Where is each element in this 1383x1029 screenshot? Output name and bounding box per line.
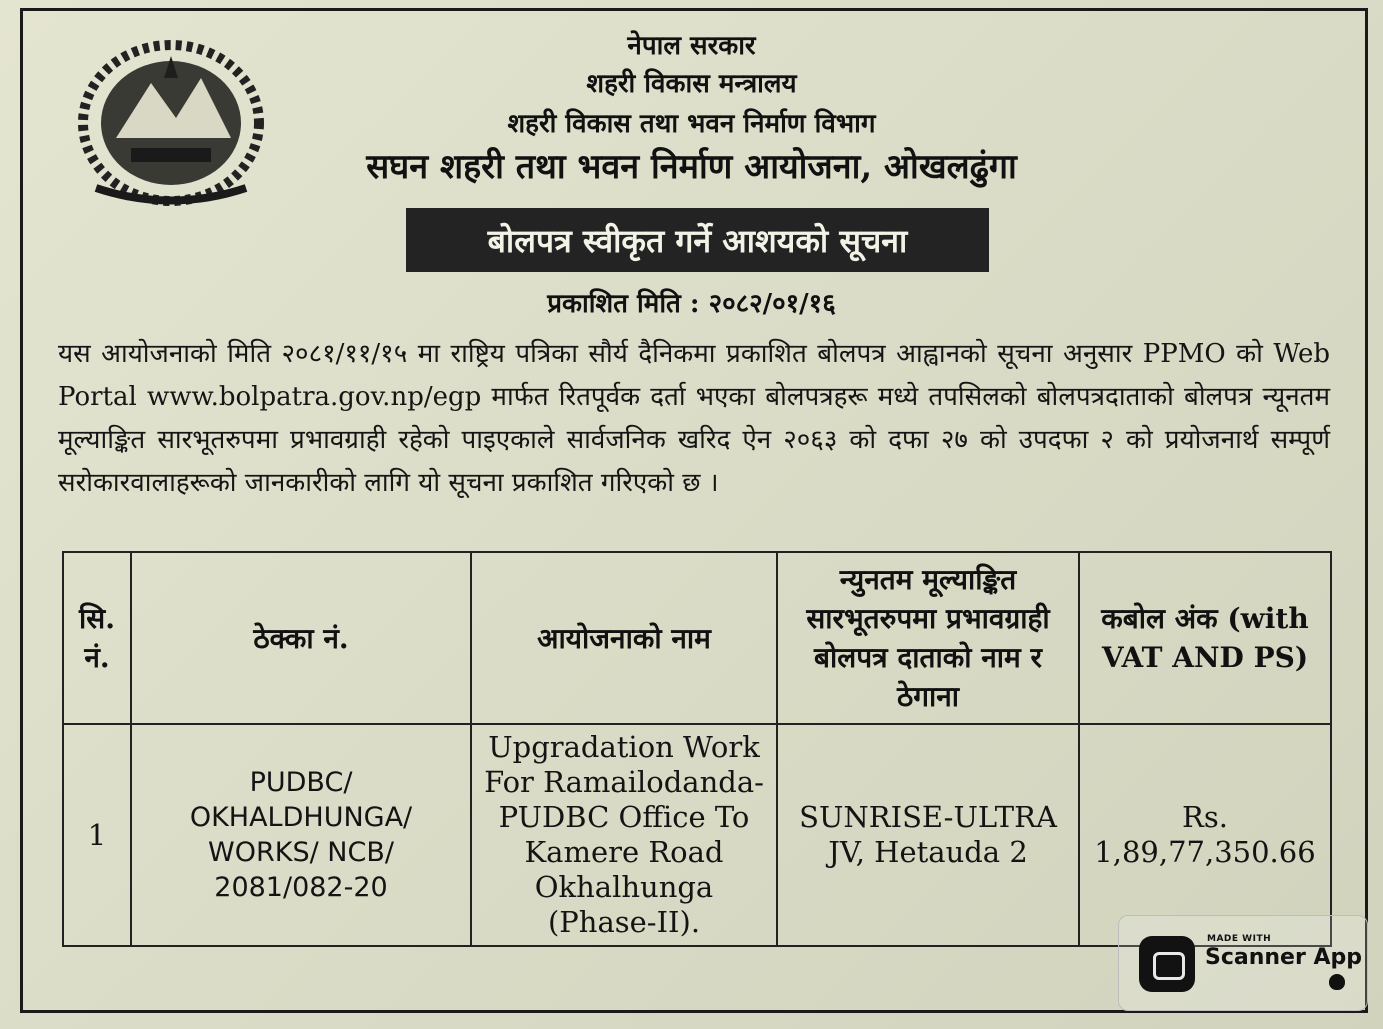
cell-bid-amount: Rs. 1,89,77,350.66	[1079, 724, 1331, 946]
cell-contract-no: PUDBC/ OKHALDHUNGA/ WORKS/ NCB/ 2081/082-20	[131, 724, 471, 946]
header-contract-no: ठेक्का नं.	[131, 552, 471, 724]
header-department: शहरी विकास तथा भवन निर्माण विभाग	[507, 109, 876, 139]
watermark-made-with: MADE WITH	[1207, 934, 1272, 944]
header-government: नेपाल सरकार	[627, 31, 756, 61]
watermark-app-name: Scanner App	[1205, 945, 1363, 970]
header-bid-amount: कबोल अंक (with VAT AND PS)	[1079, 552, 1331, 724]
header-ministry: शहरी विकास मन्त्रालय	[586, 69, 797, 99]
notice-title: बोलपत्र स्वीकृत गर्ने आशयको सूचना	[406, 208, 989, 272]
bid-table	[62, 551, 1332, 947]
cell-project-name: Upgradation Work For Ramailodanda-PUDBC Office To Kamere Road Okhalhunga (Phase-II).	[471, 724, 777, 946]
table-row	[63, 724, 1331, 946]
scanner-app-watermark	[1118, 915, 1368, 1011]
header-serial-no: सि. नं.	[63, 552, 131, 724]
table-header-row	[63, 552, 1331, 724]
header-bidder: न्युनतम मूल्याङ्कित सारभूतरुपमा प्रभावग्राही बोलपत्र दाताको नाम र ठेगाना	[777, 552, 1079, 724]
header-project-name: आयोजनाको नाम	[471, 552, 777, 724]
published-date: प्रकाशित मिति : २०८२/०१/१६	[547, 289, 836, 319]
scanner-app-icon	[1139, 936, 1195, 992]
cell-serial-no: 1	[63, 724, 131, 946]
cell-bidder: SUNRISE-ULTRA JV, Hetauda 2	[777, 724, 1079, 946]
notice-body-text: यस आयोजनाको मिति २०८१/११/१५ मा राष्ट्रिय पत्रिका सौर्य दैनिकमा प्रकाशित बोलपत्र आह्वानको सूचना अनुसार PPMO को Web Portal www.bolpatra.gov.np/egp मार्फत रितपूर्वक दर्ता भएका बोलपत्रहरू मध्ये तपसिलको बोलपत्रदाताको बोलपत्र न्यूनतम मूल्याङ्कित सारभूतरुपमा प्रभावग्राही रहेको पाइएकाले सार्वजनिक खरिद ऐन २०६३ को दफा २७ को उपदफा २ को प्रयोजनार्थ सम्पूर्ण सरोकारवालाहरूको जानकारीको लागि यो सूचना प्रकाशित गरिएको छ ।	[58, 339, 1330, 498]
header-project-office: सघन शहरी तथा भवन निर्माण आयोजना, ओखलढुंगा	[366, 147, 1017, 187]
apple-logo-icon	[1329, 974, 1345, 990]
